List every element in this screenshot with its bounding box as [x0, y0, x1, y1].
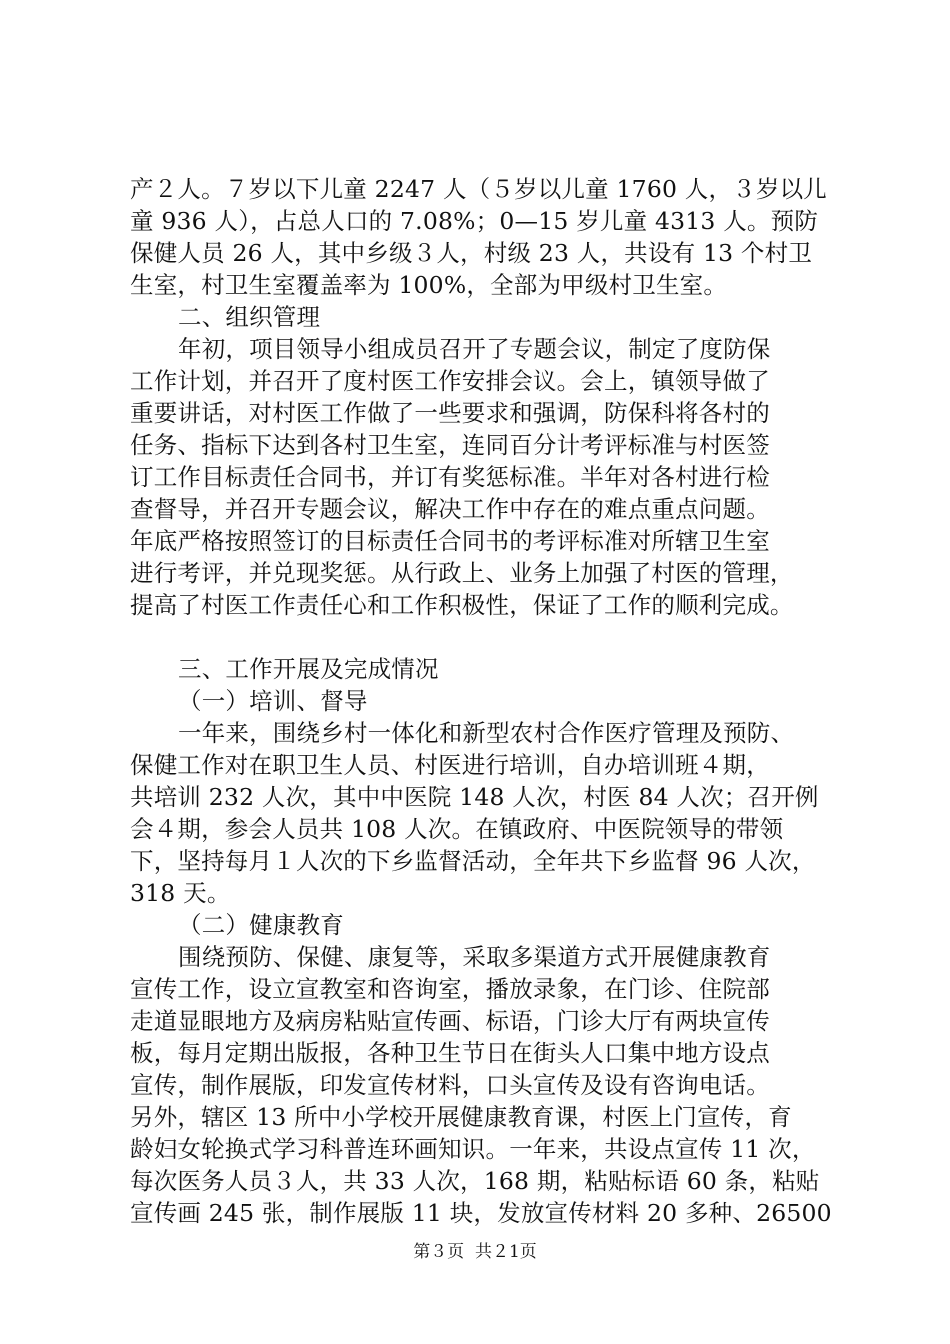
text-line: 三、工作开展及完成情况: [178, 655, 439, 683]
text-line: 年初，项目领导小组成员召开了专题会议，制定了度防保: [178, 335, 771, 363]
text-line: 另外，辖区 13 所中小学校开展健康教育课，村医上门宣传，育: [130, 1103, 792, 1131]
text-line: 板，每月定期出版报，各种卫生节日在街头人口集中地方设点: [130, 1039, 770, 1067]
text-line: （一）培训、督导: [178, 687, 368, 715]
text-line: 下，坚持每月１人次的下乡监督活动，全年共下乡监督 96 人次，: [130, 847, 816, 875]
text-line: （二）健康教育: [178, 911, 344, 939]
text-line: 生室，村卫生室覆盖率为 100%，全部为甲级村卫生室。: [130, 271, 728, 299]
text-line: 318 天。: [130, 879, 231, 907]
text-line: 保健工作对在职卫生人员、村医进行培训，自办培训班４期，: [130, 751, 770, 779]
text-line: 共培训 232 人次，其中中医院 148 人次，村医 84 人次；召开例: [130, 783, 819, 811]
text-line: 二、组织管理: [178, 303, 321, 331]
text-line: 工作计划，并召开了度村医工作安排会议。会上，镇领导做了: [130, 367, 770, 395]
page-footer: 第３页 共２1页: [413, 1242, 537, 1262]
text-line: 进行考评，并兑现奖惩。从行政上、业务上加强了村医的管理，: [130, 559, 794, 587]
text-line: 龄妇女轮换式学习科普连环画知识。一年来，共设点宣传 11 次，: [130, 1135, 816, 1163]
text-line: 每次医务人员３人，共 33 人次，168 期，粘贴标语 60 条，粘贴: [130, 1167, 820, 1195]
blank-line: [130, 621, 830, 653]
text-line: 查督导，并召开专题会议，解决工作中存在的难点重点问题。: [130, 495, 770, 523]
text-line: 提高了村医工作责任心和工作积极性，保证了工作的顺利完成。: [130, 591, 794, 619]
text-line: 一年来，围绕乡村一体化和新型农村合作医疗管理及预防、: [178, 719, 795, 747]
text-line: 童 936 人），占总人口的 7.08%；0—15 岁儿童 4313 人。预防: [130, 207, 819, 235]
text-line: 宣传，制作展版，印发宣传材料，口头宣传及设有咨询电话。: [130, 1071, 770, 1099]
text-line: 会４期，参会人员共 108 人次。在镇政府、中医院领导的带领: [130, 815, 784, 843]
text-line: 围绕预防、保健、康复等，采取多渠道方式开展健康教育: [178, 943, 771, 971]
document-body: [130, 173, 830, 1229]
text-line: 订工作目标责任合同书，并订有奖惩标准。半年对各村进行检: [130, 463, 770, 491]
text-line: 宣传工作，设立宣教室和咨询室，播放录象，在门诊、住院部: [130, 975, 770, 1003]
text-line: 任务、指标下达到各村卫生室，连同百分计考评标准与村医签: [130, 431, 770, 459]
text-line: 走道显眼地方及病房粘贴宣传画、标语，门诊大厅有两块宣传: [130, 1007, 770, 1035]
text-line: 保健人员 26 人，其中乡级３人，村级 23 人，共设有 13 个村卫: [130, 239, 813, 267]
text-line: 年底严格按照签订的目标责任合同书的考评标准对所辖卫生室: [130, 527, 770, 555]
text-line: 产２人。７岁以下儿童 2247 人（５岁以儿童 1760 人，３岁以儿: [130, 175, 827, 203]
text-line: 重要讲话，对村医工作做了一些要求和强调，防保科将各村的: [130, 399, 770, 427]
text-line: 宣传画 245 张，制作展版 11 块，发放宣传材料 20 多种、26500: [130, 1199, 832, 1227]
